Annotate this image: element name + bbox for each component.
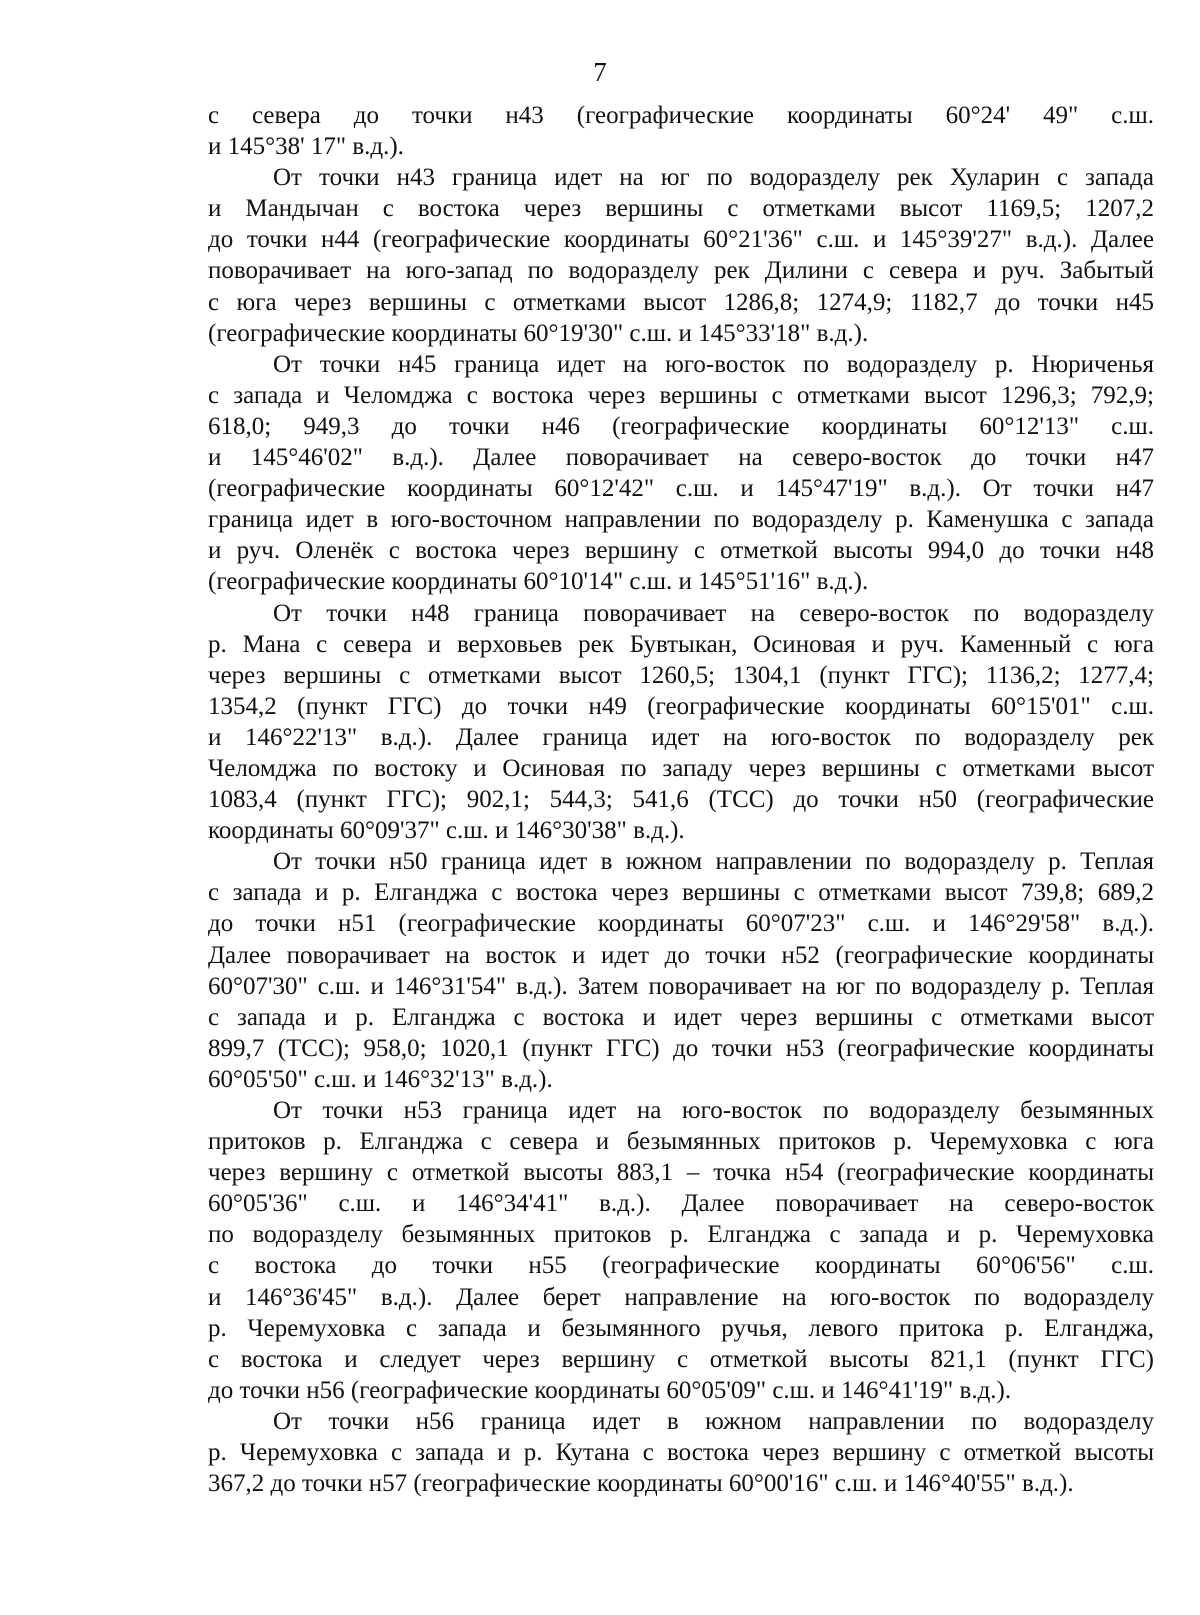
text-line: и 145°38' 17" в.д.). <box>208 133 404 161</box>
text-line: до точки н51 (географические координаты 60°07'23" с.ш. и 146°29'58" в.д.). <box>208 910 1154 938</box>
text-line: через вершину с отметкой высоты 883,1 – точка н54 (географические координаты <box>208 1159 1154 1187</box>
text-line: 1083,4 (пункт ГГС); 902,1; 544,3; 541,6 (ТСС) до точки н50 (географические <box>208 786 1154 814</box>
text-line: (географические координаты 60°10'14" с.ш. и 145°51'16" в.д.). <box>208 568 869 596</box>
text-line: От точки н53 граница идет на юго-восток по водоразделу безымянных <box>273 1097 1154 1124</box>
text-line: с запада и р. Елганджа с востока и идет через вершины с отметками высот <box>208 1003 1154 1031</box>
body-text <box>208 100 1154 1499</box>
text-line: 60°07'30" с.ш. и 146°31'54" в.д.). Затем поворачивает на юг по водоразделу р. Теплая <box>208 972 1154 1000</box>
paragraph <box>208 162 1154 349</box>
paragraph <box>208 1406 1154 1499</box>
text-line: поворачивает на юго-запад по водоразделу рек Дилини с севера и руч. Забытый <box>208 257 1154 285</box>
text-line: притоков р. Елганджа с севера и безымянных притоков р. Черемуховка с юга <box>208 1128 1154 1156</box>
text-line: От точки н56 граница идет в южном направлении по водоразделу <box>273 1407 1154 1435</box>
page-number: 7 <box>593 57 607 87</box>
text-line: граница идет в юго-восточном направлении по водоразделу р. Каменушка с запада <box>208 506 1154 534</box>
text-line: 367,2 до точки н57 (географические координаты 60°00'16" с.ш. и 146°40'55" в.д.). <box>208 1470 1074 1498</box>
text-line: до точки н56 (географические координаты 60°05'09" с.ш. и 146°41'19" в.д.). <box>208 1376 1012 1404</box>
text-line: через вершины с отметками высот 1260,5; 1304,1 (пункт ГГС); 1136,2; 1277,4; <box>208 661 1154 689</box>
text-line: и 145°46'02" в.д.). Далее поворачивает на северо-восток до точки н47 <box>208 444 1154 472</box>
text-line: с востока до точки н55 (географические координаты 60°06'56" с.ш. <box>208 1252 1154 1280</box>
text-line: (географические координаты 60°12'42" с.ш. и 145°47'19" в.д.). От точки н47 <box>208 475 1154 503</box>
text-line: (географические координаты 60°19'30" с.ш. и 145°33'18" в.д.). <box>208 319 869 347</box>
text-line: 60°05'50" с.ш. и 146°32'13" в.д.). <box>208 1065 553 1093</box>
text-line: и 146°22'13" в.д.). Далее граница идет на юго-восток по водоразделу рек <box>208 723 1154 751</box>
text-line: до точки н44 (географические координаты 60°21'36" с.ш. и 145°39'27" в.д.). Далее <box>208 226 1154 254</box>
text-line: и Мандычан с востока через вершины с отметками высот 1169,5; 1207,2 <box>208 195 1154 223</box>
text-line: 618,0; 949,3 до точки н46 (географические координаты 60°12'13" с.ш. <box>208 412 1154 440</box>
text-line: 1354,2 (пункт ГГС) до точки н49 (географические координаты 60°15'01" с.ш. <box>208 692 1154 720</box>
text-line: с востока и следует через вершину с отметкой высоты 821,1 (пункт ГГС) <box>208 1345 1154 1373</box>
text-line: р. Черемуховка с запада и р. Кутана с востока через вершину с отметкой высоты <box>208 1439 1154 1467</box>
text-line: с запада и Челомджа с востока через вершины с отметками высот 1296,3; 792,9; <box>208 381 1154 409</box>
text-line: с севера до точки н43 (географические координаты 60°24' 49" с.ш. <box>208 102 1154 129</box>
text-line: 899,7 (ТСС); 958,0; 1020,1 (пункт ГГС) до точки н53 (географические координаты <box>208 1034 1154 1062</box>
text-line: р. Мана с севера и верховьев рек Бувтыкан, Осиновая и руч. Каменный с юга <box>208 630 1154 658</box>
paragraph <box>208 1095 1154 1406</box>
text-line: От точки н43 граница идет на юг по водоразделу рек Хуларин с запада <box>273 164 1154 192</box>
text-line: и руч. Оленёк с востока через вершину с отметкой высоты 994,0 до точки н48 <box>208 537 1154 565</box>
text-line: От точки н48 граница поворачивает на северо-восток по водоразделу <box>273 599 1154 627</box>
paragraph <box>208 598 1154 847</box>
text-line: координаты 60°09'37" с.ш. и 146°30'38" в.д.). <box>208 817 685 845</box>
text-line: р. Черемуховка с запада и безымянного ручья, левого притока р. Елганджа, <box>208 1314 1154 1342</box>
text-line: с запада и р. Елганджа с востока через вершины с отметками высот 739,8; 689,2 <box>208 879 1154 907</box>
text-line: 60°05'36" с.ш. и 146°34'41" в.д.). Далее поворачивает на северо-восток <box>208 1190 1154 1218</box>
text-line: Челомджа по востоку и Осиновая по западу через вершины с отметками высот <box>208 754 1154 782</box>
text-line: От точки н45 граница идет на юго-восток по водоразделу р. Нюриченья <box>273 350 1154 378</box>
paragraph <box>208 846 1154 1095</box>
paragraph <box>208 100 1154 162</box>
paragraph <box>208 349 1154 598</box>
text-line: Далее поворачивает на восток и идет до точки н52 (географические координаты <box>208 941 1154 969</box>
text-line: с юга через вершины с отметками высот 1286,8; 1274,9; 1182,7 до точки н45 <box>208 288 1154 316</box>
text-line: и 146°36'45" в.д.). Далее берет направление на юго-восток по водоразделу <box>208 1283 1154 1311</box>
text-line: От точки н50 граница идет в южном направлении по водоразделу р. Теплая <box>273 848 1154 876</box>
text-line: по водоразделу безымянных притоков р. Елганджа с запада и р. Черемуховка <box>208 1221 1154 1249</box>
